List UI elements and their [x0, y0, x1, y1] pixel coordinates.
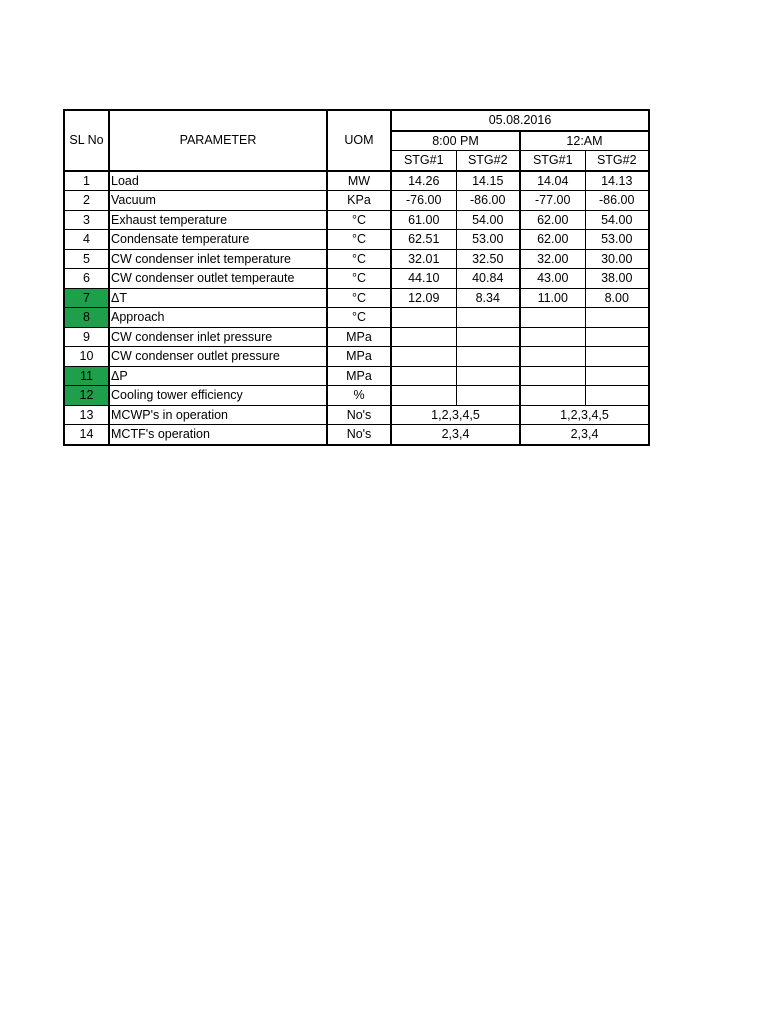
parameter-cell: CW condenser inlet temperature	[109, 249, 327, 269]
value-cell: 2,3,4	[391, 425, 520, 445]
parameter-cell: Exhaust temperature	[109, 210, 327, 230]
uom-cell: KPa	[327, 191, 391, 211]
table-row	[64, 269, 649, 289]
sl-no-cell: 8	[64, 308, 109, 328]
uom-cell: MPa	[327, 366, 391, 386]
value-cell	[456, 366, 520, 386]
value-cell	[456, 308, 520, 328]
sl-no-cell: 3	[64, 210, 109, 230]
value-cell	[585, 327, 649, 347]
value-cell: 62.00	[520, 230, 585, 250]
uom-cell: °C	[327, 288, 391, 308]
value-cell	[585, 308, 649, 328]
table-row	[64, 366, 649, 386]
value-cell: 38.00	[585, 269, 649, 289]
value-cell: 53.00	[456, 230, 520, 250]
value-cell: 30.00	[585, 249, 649, 269]
parameter-cell: CW condenser outlet temperaute	[109, 269, 327, 289]
value-cell: 11.00	[520, 288, 585, 308]
value-cell: 32.50	[456, 249, 520, 269]
parameter-cell: Approach	[109, 308, 327, 328]
value-cell	[456, 347, 520, 367]
value-cell: 54.00	[456, 210, 520, 230]
uom-cell: No's	[327, 425, 391, 445]
header-uom: UOM	[327, 110, 391, 171]
table-row	[64, 405, 649, 425]
table-body	[64, 171, 649, 445]
value-cell	[391, 386, 456, 406]
value-cell	[391, 347, 456, 367]
table-row	[64, 249, 649, 269]
uom-cell: °C	[327, 308, 391, 328]
value-cell: 40.84	[456, 269, 520, 289]
value-cell: 14.15	[456, 171, 520, 191]
uom-cell: MPa	[327, 327, 391, 347]
uom-cell: °C	[327, 210, 391, 230]
value-cell: 14.26	[391, 171, 456, 191]
table-row	[64, 308, 649, 328]
parameter-cell: Condensate temperature	[109, 230, 327, 250]
table-row	[64, 347, 649, 367]
value-cell: 2,3,4	[520, 425, 649, 445]
value-cell	[391, 366, 456, 386]
value-cell: 14.04	[520, 171, 585, 191]
table-row	[64, 288, 649, 308]
value-cell	[520, 366, 585, 386]
header-stg-3: STG#1	[520, 151, 585, 171]
value-cell	[456, 327, 520, 347]
value-cell: 62.51	[391, 230, 456, 250]
header-shift-1: 8:00 PM	[391, 131, 520, 151]
sl-no-cell: 4	[64, 230, 109, 250]
header-slno: SL No	[64, 110, 109, 171]
parameter-cell: Load	[109, 171, 327, 191]
value-cell: 8.34	[456, 288, 520, 308]
uom-cell: °C	[327, 230, 391, 250]
sl-no-cell: 6	[64, 269, 109, 289]
table-row	[64, 230, 649, 250]
parameter-cell: Cooling tower efficiency	[109, 386, 327, 406]
value-cell	[391, 327, 456, 347]
table-row	[64, 210, 649, 230]
sl-no-cell: 5	[64, 249, 109, 269]
parameter-cell: CW condenser outlet pressure	[109, 347, 327, 367]
parameter-cell: MCWP's in operation	[109, 405, 327, 425]
table-row	[64, 386, 649, 406]
header-stg-2: STG#2	[456, 151, 520, 171]
parameter-cell: ΔP	[109, 366, 327, 386]
value-cell: 8.00	[585, 288, 649, 308]
uom-cell: MW	[327, 171, 391, 191]
uom-cell: No's	[327, 405, 391, 425]
value-cell: 53.00	[585, 230, 649, 250]
header-stg-1: STG#1	[391, 151, 456, 171]
table-row	[64, 171, 649, 191]
value-cell: 43.00	[520, 269, 585, 289]
value-cell	[585, 366, 649, 386]
sl-no-cell: 11	[64, 366, 109, 386]
value-cell: 62.00	[520, 210, 585, 230]
parameter-table	[63, 109, 650, 446]
sl-no-cell: 12	[64, 386, 109, 406]
value-cell: -86.00	[456, 191, 520, 211]
table-row	[64, 327, 649, 347]
header-date: 05.08.2016	[391, 110, 649, 131]
value-cell: 54.00	[585, 210, 649, 230]
parameter-cell: ΔT	[109, 288, 327, 308]
value-cell: 61.00	[391, 210, 456, 230]
value-cell	[520, 327, 585, 347]
value-cell	[391, 308, 456, 328]
value-cell	[585, 347, 649, 367]
uom-cell: MPa	[327, 347, 391, 367]
uom-cell: %	[327, 386, 391, 406]
value-cell	[520, 347, 585, 367]
value-cell	[520, 386, 585, 406]
table-row	[64, 425, 649, 445]
header-parameter: PARAMETER	[109, 110, 327, 171]
uom-cell: °C	[327, 269, 391, 289]
header-stg-4: STG#2	[585, 151, 649, 171]
value-cell: -86.00	[585, 191, 649, 211]
value-cell: -77.00	[520, 191, 585, 211]
uom-cell: °C	[327, 249, 391, 269]
sl-no-cell: 2	[64, 191, 109, 211]
value-cell	[520, 308, 585, 328]
value-cell	[585, 386, 649, 406]
value-cell: 32.00	[520, 249, 585, 269]
sl-no-cell: 1	[64, 171, 109, 191]
value-cell: 32.01	[391, 249, 456, 269]
parameter-cell: CW condenser inlet pressure	[109, 327, 327, 347]
sl-no-cell: 7	[64, 288, 109, 308]
parameter-cell: MCTF's operation	[109, 425, 327, 445]
sl-no-cell: 14	[64, 425, 109, 445]
header-shift-2: 12:AM	[520, 131, 649, 151]
sl-no-cell: 13	[64, 405, 109, 425]
value-cell: 12.09	[391, 288, 456, 308]
sl-no-cell: 10	[64, 347, 109, 367]
parameter-cell: Vacuum	[109, 191, 327, 211]
value-cell: 1,2,3,4,5	[520, 405, 649, 425]
value-cell: 44.10	[391, 269, 456, 289]
value-cell: 14.13	[585, 171, 649, 191]
sl-no-cell: 9	[64, 327, 109, 347]
table-row	[64, 191, 649, 211]
value-cell	[456, 386, 520, 406]
value-cell: -76.00	[391, 191, 456, 211]
value-cell: 1,2,3,4,5	[391, 405, 520, 425]
